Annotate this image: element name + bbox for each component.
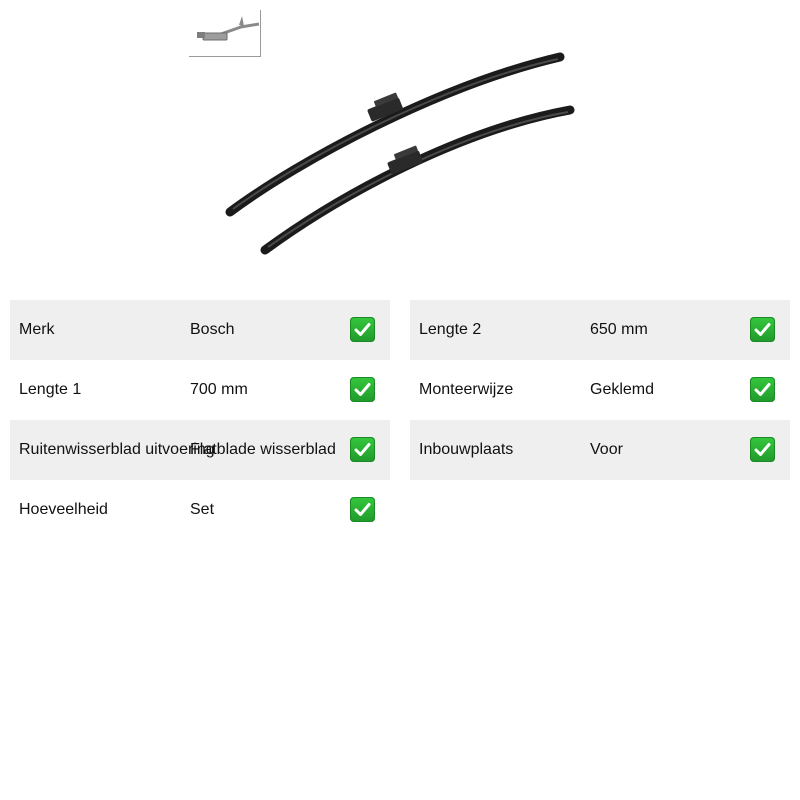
spec-row-monteerwijze xyxy=(410,360,790,420)
check-mark-icon xyxy=(350,377,375,402)
check-mark-icon xyxy=(350,437,375,462)
spec-label: Merk xyxy=(19,321,55,338)
spec-value: Geklemd xyxy=(590,381,655,398)
spec-value: 700 mm xyxy=(190,381,248,398)
spec-row-inbouwplaats xyxy=(410,420,790,480)
spec-row-hoeveelheid xyxy=(10,480,390,540)
spec-value: 650 mm xyxy=(590,321,648,338)
spec-value: Bosch xyxy=(190,321,235,338)
spec-row-lengte-1 xyxy=(10,360,390,420)
check-mark-icon xyxy=(750,317,775,342)
check-mark-icon xyxy=(350,317,375,342)
spec-label: Hoeveelheid xyxy=(19,501,108,518)
wiper-blades-image xyxy=(220,45,580,265)
spec-value: Flatblade wisserblad xyxy=(190,441,336,458)
spec-value: Voor xyxy=(590,441,623,458)
check-mark-icon xyxy=(350,497,375,522)
spec-row-uitvoering xyxy=(10,420,390,480)
spec-label: Ruitenwisserblad uitvoering xyxy=(19,441,215,458)
spec-table-right xyxy=(410,300,790,480)
spec-value: Set xyxy=(190,501,215,518)
spec-row-lengte-2 xyxy=(410,300,790,360)
spec-label: Lengte 2 xyxy=(419,321,482,338)
spec-label: Lengte 1 xyxy=(19,381,82,398)
check-mark-icon xyxy=(750,437,775,462)
spec-label: Monteerwijze xyxy=(419,381,514,398)
spec-row-merk xyxy=(10,300,390,360)
check-mark-icon xyxy=(750,377,775,402)
spec-label: Inbouwplaats xyxy=(419,441,514,458)
spec-table-left xyxy=(10,300,390,540)
